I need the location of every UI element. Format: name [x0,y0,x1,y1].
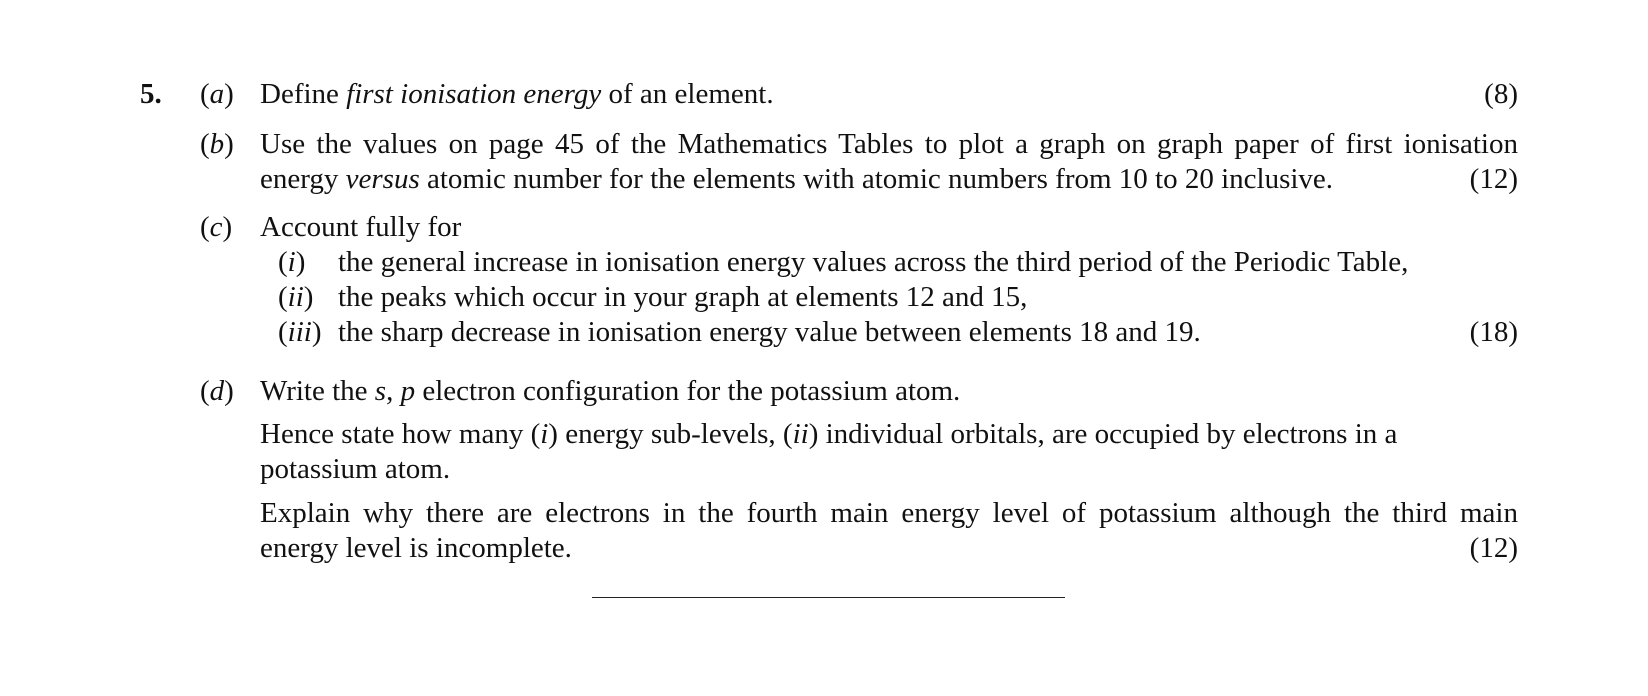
part-d-body [260,374,1518,566]
part-c-item-i [260,245,1518,280]
part-b-marks: (12) [1469,163,1518,195]
part-c-item-i-text: the general increase in ionisation energy values across the third period of the Periodic Table, [338,246,1409,278]
part-c-item-ii-text: the peaks which occur in your graph at elements 12 and 15, [338,281,1028,313]
part-a-body [260,77,1518,112]
part-a-label: (a) [200,78,234,110]
part-b-line-1: Use the values on page 45 of the Mathematics Tables to plot a graph on graph paper of first ionisation [260,128,1518,160]
part-d-marks: (12) [1469,532,1518,564]
part-c-item-i-label: (i) [278,246,306,278]
part-c-marks: (18) [1469,316,1518,348]
question-number: 5. [140,78,162,110]
part-c-body [260,210,1518,350]
part-c-item-iii-label: (iii) [278,316,322,348]
part-c-item-ii [260,280,1518,315]
part-a-marks: (8) [1484,78,1518,110]
end-of-question-rule [592,597,1065,598]
part-d-line-1: Write the s, p electron configuration for the potassium atom. [260,375,961,407]
part-c-intro: Account fully for [260,211,462,243]
part-c-item-iii-text: the sharp decrease in ionisation energy value between elements 18 and 19. [338,316,1201,348]
part-c-item-iii [260,315,1518,350]
part-b-line-2: energy versus atomic number for the elements with atomic numbers from 10 to 20 inclusive. [260,163,1334,195]
part-a-text: Define first ionisation energy of an element. [260,78,774,110]
part-c-label: (c) [200,211,233,243]
part-b-body [260,127,1518,197]
part-d-para-2-line-1: Hence state how many (i) energy sub-levels, (ii) individual orbitals, are occupied by electrons in a [260,418,1398,450]
part-d-para-3-line-1: Explain why there are electrons in the fourth main energy level of potassium although the third main [260,497,1518,529]
part-d-label: (d) [200,375,234,407]
part-b-label: (b) [200,128,234,160]
part-c-item-ii-label: (ii) [278,281,314,313]
part-d-para-3-line-2: energy level is incomplete. [260,532,572,564]
part-d-para-2-line-2: potassium atom. [260,453,451,485]
